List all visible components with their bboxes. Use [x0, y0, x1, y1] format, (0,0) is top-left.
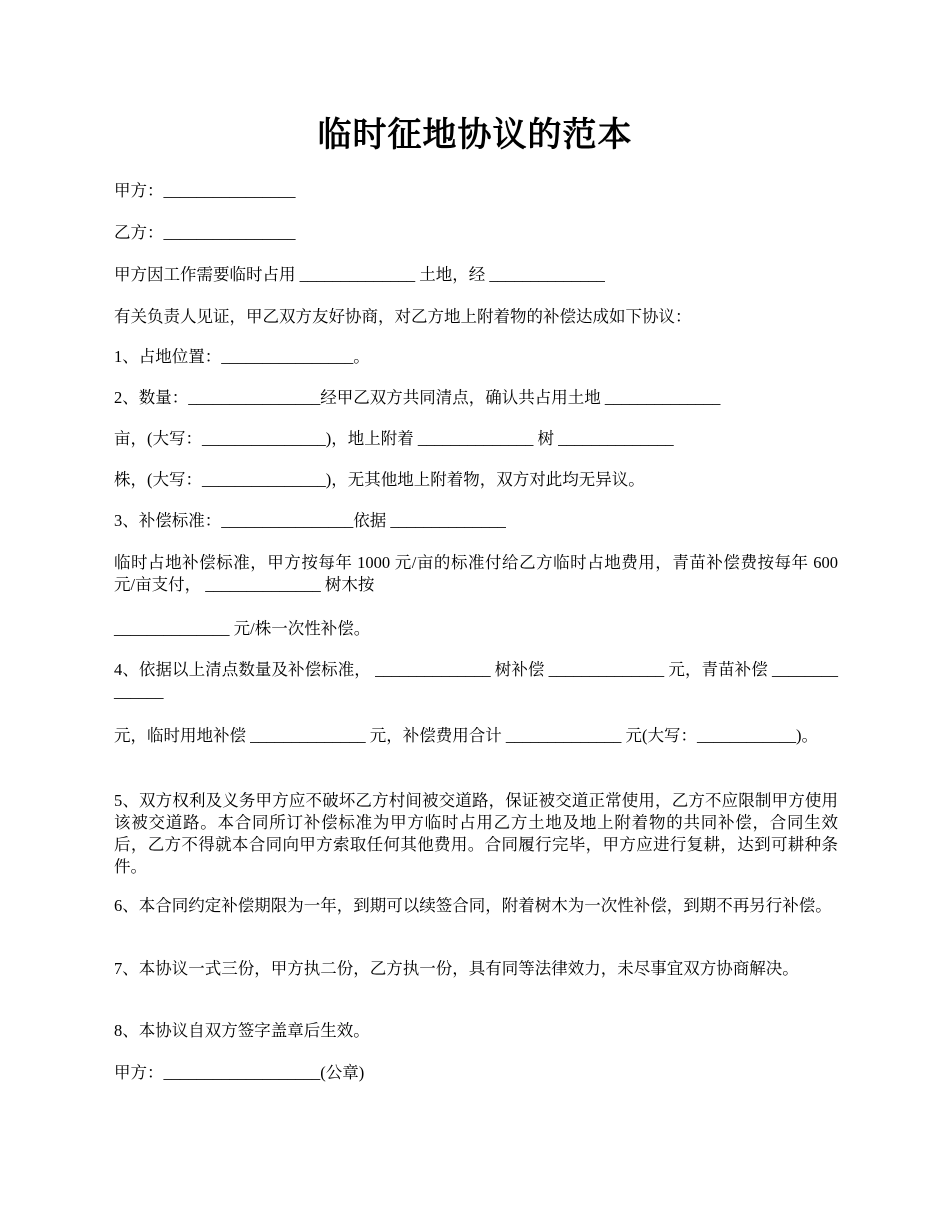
party-a-signature: 甲方：___________________(公章): [114, 1063, 365, 1082]
clause-1-location: 1、占地位置：________________。: [114, 347, 370, 366]
clause-8-effective: 8、本协议自双方签字盖章后生效。: [114, 1021, 370, 1040]
clause-5-rights: 5、双方权利及义务甲方应不破坏乙方村间被交道路，保证被交道正常使用，乙方不应限制甲方使用该被交道路。本合同所订补偿标准为甲方临时占用乙方土地及地上附着物的共同补偿，合同生效后，乙方不得就本合同向甲方索取任何其他费用。合同履行完毕，甲方应进行复耕，达到可耕种条件。: [114, 791, 838, 876]
clause-2-quantity: 2、数量：________________经甲乙双方共同清点，确认共占用土地 ______________: [114, 388, 721, 407]
clause-6-term: 6、本合同约定补偿期限为一年，到期可以续签合同，附着树木为一次性补偿，到期不再另行补偿。: [114, 896, 832, 915]
clause-7-copies: 7、本协议一式三份，甲方执二份，乙方执一份，具有同等法律效力，未尽事宜双方协商解决。: [114, 959, 799, 978]
intro-line-1: 甲方因工作需要临时占用 ______________ 土地，经 ______________: [114, 265, 605, 284]
clause-4-compensation: 4、依据以上清点数量及补偿标准， ______________ 树补偿 ______________ 元，青苗补偿 ______________: [114, 660, 838, 701]
document-title: 临时征地协议的范本: [317, 115, 633, 155]
clause-3-standard: 3、补偿标准：________________依据 ______________: [114, 511, 506, 530]
intro-line-2: 有关负责人见证，甲乙双方友好协商，对乙方地上附着物的补偿达成如下协议：: [114, 307, 692, 326]
party-a-line: 甲方：________________: [114, 181, 296, 200]
clause-3-detail: 临时占地补偿标准，甲方按每年 1000 元/亩的标准付给乙方临时占地费用，青苗补偿费按每年 600 元/亩支付， ______________ 树木按: [114, 553, 838, 594]
clause-2-trees: 株，(大写：_______________)，无其他地上附着物，双方对此均无异议。: [114, 470, 645, 489]
party-b-line: 乙方：________________: [114, 223, 296, 242]
clause-2-acres: 亩，(大写：_______________)，地上附着 ______________ 树 ______________: [114, 429, 674, 448]
clause-3-per-tree: ______________ 元/株一次性补偿。: [114, 619, 371, 638]
clause-4-total: 元，临时用地补偿 ______________ 元，补偿费用合计 ______________ 元(大写：____________)。: [114, 726, 818, 745]
